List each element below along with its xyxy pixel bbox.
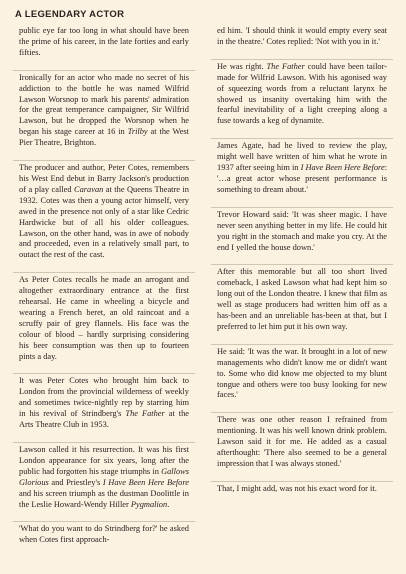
paragraph bbox=[13, 26, 195, 65]
paragraph bbox=[13, 521, 195, 552]
text-run: James Agate, had he lived to review the play, might well have written of him what he wrote in 1937 after seeing him in bbox=[217, 141, 387, 173]
text-run: : '…a great actor whose present performance is something to dream about.' bbox=[217, 163, 388, 194]
paragraph bbox=[211, 264, 393, 338]
text-run: and Priestley's bbox=[48, 477, 103, 487]
text-run: He was right. bbox=[217, 61, 267, 71]
italic-title: Caravan bbox=[74, 184, 104, 194]
text-run: and his screen triumph as the dustman Doolittle in the Leslie Howard-Wendy Hiller bbox=[19, 488, 189, 509]
paragraph bbox=[211, 26, 393, 54]
italic-title: I Have Been Here Before bbox=[102, 477, 190, 487]
text-run: could have been tailor-made for Wilfrid Lawson. With his agonised way of squeezing words from a reluctant larynx he showed us insanity overtaking him with the fearful inevitability of a light creeping along a fuse towards a keg of dynamite. bbox=[217, 61, 388, 126]
text-run: public eye far too long in what should have been the prime of his career, in the late forties and early fifties. bbox=[19, 26, 189, 57]
text-run: . bbox=[167, 499, 170, 509]
paragraph bbox=[13, 70, 195, 155]
paragraph bbox=[13, 373, 195, 437]
italic-title: Pygmalion bbox=[130, 499, 168, 509]
italic-title: The Father bbox=[125, 409, 165, 419]
text-run: That, I might add, was not his exact word for it. bbox=[217, 483, 377, 493]
paragraph bbox=[211, 412, 393, 476]
text-run: Lawson called it his resurrection. It was his first London appearance for six years, long after the public had forgotten his stage triumphs in bbox=[19, 445, 189, 476]
text-run: 'What do you want to do Strindberg for?' he asked when Cotes first approach- bbox=[19, 524, 189, 545]
text-run: There was one other reason I refrained from mentioning. It was his well known drink problem. Lawson said it for me. He added as a casual afterthought: 'There also seemed to be a general impression that I was always stoned.' bbox=[217, 415, 387, 468]
text-run: The producer and author, Peter Cotes, remembers his West End debut in Barry Jackson's production of a play called bbox=[19, 163, 189, 194]
text-run: at the Queens Theatre in 1932. Cotes was then a young actor himself, very awed in the presence not only of a star like Cedric Hardwicke but of all his older colleagues. Lawson, on the other hand, was in awe of nobody and proceeded, even in a relatively small part, to outact the rest of the cast. bbox=[19, 184, 189, 260]
article-columns bbox=[13, 26, 393, 552]
paragraph bbox=[211, 344, 393, 408]
italic-title: Gallows Glorious bbox=[19, 466, 189, 487]
text-run: at the West Pier Theatre, Brighton. bbox=[19, 127, 190, 148]
section-header: A LEGENDARY ACTOR bbox=[15, 9, 125, 20]
paragraph bbox=[13, 442, 195, 516]
text-run: It was Peter Cotes who brought him back to London from the provincial wilderness of weekly and sometimes twice-nightly rep by starring him in his revival of Strindberg's bbox=[19, 376, 189, 419]
text-run: at the Arts Theatre Club in 1953. bbox=[19, 409, 189, 430]
text-run: After this memorable but all too short lived comeback, I asked Lawson what had kept him so long out of the London theatre. I knew that film as well as stage producers had written him off as a has-been and an unreliable has-been at that, but I preferred to let him put it his own way. bbox=[217, 267, 387, 331]
italic-title: Trilby bbox=[127, 127, 148, 137]
text-run: ed him. 'I should think it would empty every seat in the theatre.' Cotes replied: 'Not with you in it.' bbox=[217, 26, 387, 46]
text-run: He said: 'It was the war. It brought in a lot of new managements who didn't know me or didn't want to. Some who did know me objected to my blunt tongue and others were too busy looking for new faces.' bbox=[217, 346, 387, 400]
paragraph bbox=[211, 207, 393, 260]
italic-title: I Have Been Here Before bbox=[300, 163, 385, 173]
right-column bbox=[211, 26, 393, 552]
left-column bbox=[13, 26, 195, 552]
paragraph bbox=[13, 272, 195, 368]
text-run: Ironically for an actor who made no secret of his addiction to the bottle he was named Wilfrid Lawson Worsnop to mark his parents' admiration for the great temperance campaigner, Sir Wilfrid Lawson, but he dropped the Worsnop when he began his stage career at 16 in bbox=[19, 72, 189, 137]
paragraph bbox=[211, 59, 393, 133]
text-run: As Peter Cotes recalls he made an arrogant and altogether extraordinary entrance at the first rehearsal. He came in wheeling a bicycle and wearing a French beret, an old raincoat and a scruffy pair of grey flannels. His face was the colour of blood – hardly surprising considering his beer consumption was then up to fourteen pints a day. bbox=[19, 275, 189, 361]
paragraph bbox=[211, 138, 393, 202]
italic-title: The Father bbox=[266, 61, 305, 71]
text-run: Trevor Howard said: 'It was sheer magic. I have never seen anything better in my life. He could hit you right in the stomach and make you cry. At the end I yelled the house down.' bbox=[217, 209, 387, 252]
paragraph bbox=[211, 481, 393, 501]
paragraph bbox=[13, 160, 195, 267]
